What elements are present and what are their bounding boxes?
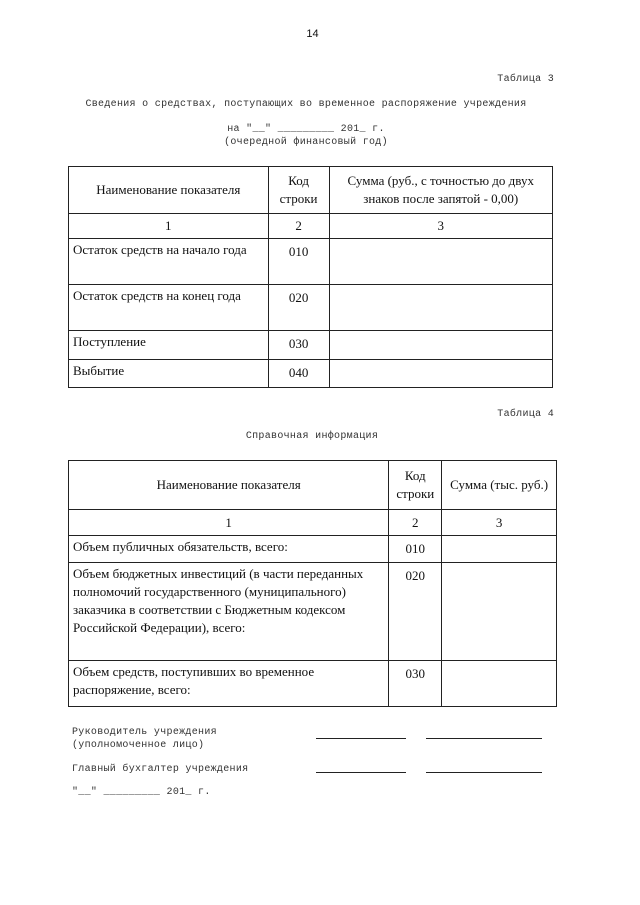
accountant-name-line bbox=[426, 772, 542, 773]
table3 bbox=[68, 166, 553, 388]
t3-colnum-3: 3 bbox=[329, 214, 552, 239]
t4-header-name: Наименование показателя bbox=[69, 461, 389, 510]
t3-header-code: Код строки bbox=[268, 167, 329, 214]
t3-header-sum: Сумма (руб., с точностью до двух знаков после запятой - 0,00) bbox=[329, 167, 552, 214]
page-number: 14 bbox=[306, 28, 319, 40]
table-row bbox=[69, 360, 553, 388]
t3-colnum-1: 1 bbox=[69, 214, 269, 239]
signature-date-line: "__" _________ 201_ г. bbox=[72, 787, 211, 798]
t4-row1-name: Объем публичных обязательств, всего: bbox=[69, 536, 389, 563]
head-sub: (уполномоченное лицо) bbox=[72, 740, 205, 751]
t4-row3-sum bbox=[442, 661, 557, 707]
table4-title: Справочная информация bbox=[245, 431, 379, 442]
t4-header-code: Код строки bbox=[389, 461, 442, 510]
table3-date-sub: (очередной финансовый год) bbox=[224, 137, 388, 148]
t4-row2-code: 020 bbox=[389, 563, 442, 661]
t4-row2-sum bbox=[442, 563, 557, 661]
t4-row2-name: Объем бюджетных инвестиций (в части переданных полномочий государственного (муниципального) заказчика в соответствии с Бюджетным кодексом Российской Федерации), всего: bbox=[69, 563, 389, 661]
table4-caption: Таблица 4 bbox=[497, 409, 554, 420]
t3-row2-name: Остаток средств на конец года bbox=[69, 285, 269, 331]
t3-row3-sum bbox=[329, 331, 552, 360]
table3-date-line: на "__" _________ 201_ г. bbox=[227, 124, 385, 135]
head-signature-line bbox=[316, 738, 406, 739]
t4-colnum-1: 1 bbox=[69, 510, 389, 536]
t4-row3-code: 030 bbox=[389, 661, 442, 707]
t3-row1-name: Остаток средств на начало года bbox=[69, 239, 269, 285]
table-row bbox=[69, 285, 553, 331]
t3-header-name: Наименование показателя bbox=[69, 167, 269, 214]
t3-colnum-2: 2 bbox=[268, 214, 329, 239]
head-label: Руководитель учреждения bbox=[72, 727, 217, 738]
t4-colnum-3: 3 bbox=[442, 510, 557, 536]
t3-row3-name: Поступление bbox=[69, 331, 269, 360]
t3-row4-name: Выбытие bbox=[69, 360, 269, 388]
accountant-label: Главный бухгалтер учреждения bbox=[72, 764, 249, 775]
table4 bbox=[68, 460, 557, 707]
t3-row4-sum bbox=[329, 360, 552, 388]
t4-colnum-2: 2 bbox=[389, 510, 442, 536]
table-row bbox=[69, 536, 557, 563]
t4-row1-sum bbox=[442, 536, 557, 563]
accountant-signature-line bbox=[316, 772, 406, 773]
t3-row3-code: 030 bbox=[268, 331, 329, 360]
t3-row1-code: 010 bbox=[268, 239, 329, 285]
t4-row1-code: 010 bbox=[389, 536, 442, 563]
table-row bbox=[69, 661, 557, 707]
head-name-line bbox=[426, 738, 542, 739]
t3-row2-code: 020 bbox=[268, 285, 329, 331]
table3-caption: Таблица 3 bbox=[497, 74, 554, 85]
table-row bbox=[69, 239, 553, 285]
t4-header-sum: Сумма (тыс. руб.) bbox=[442, 461, 557, 510]
t3-row2-sum bbox=[329, 285, 552, 331]
table-row bbox=[69, 563, 557, 661]
t3-row4-code: 040 bbox=[268, 360, 329, 388]
t3-row1-sum bbox=[329, 239, 552, 285]
table3-title: Сведения о средствах, поступающих во временное распоряжение учреждения bbox=[85, 99, 527, 110]
table-row bbox=[69, 331, 553, 360]
t4-row3-name: Объем средств, поступивших во временное распоряжение, всего: bbox=[69, 661, 389, 707]
